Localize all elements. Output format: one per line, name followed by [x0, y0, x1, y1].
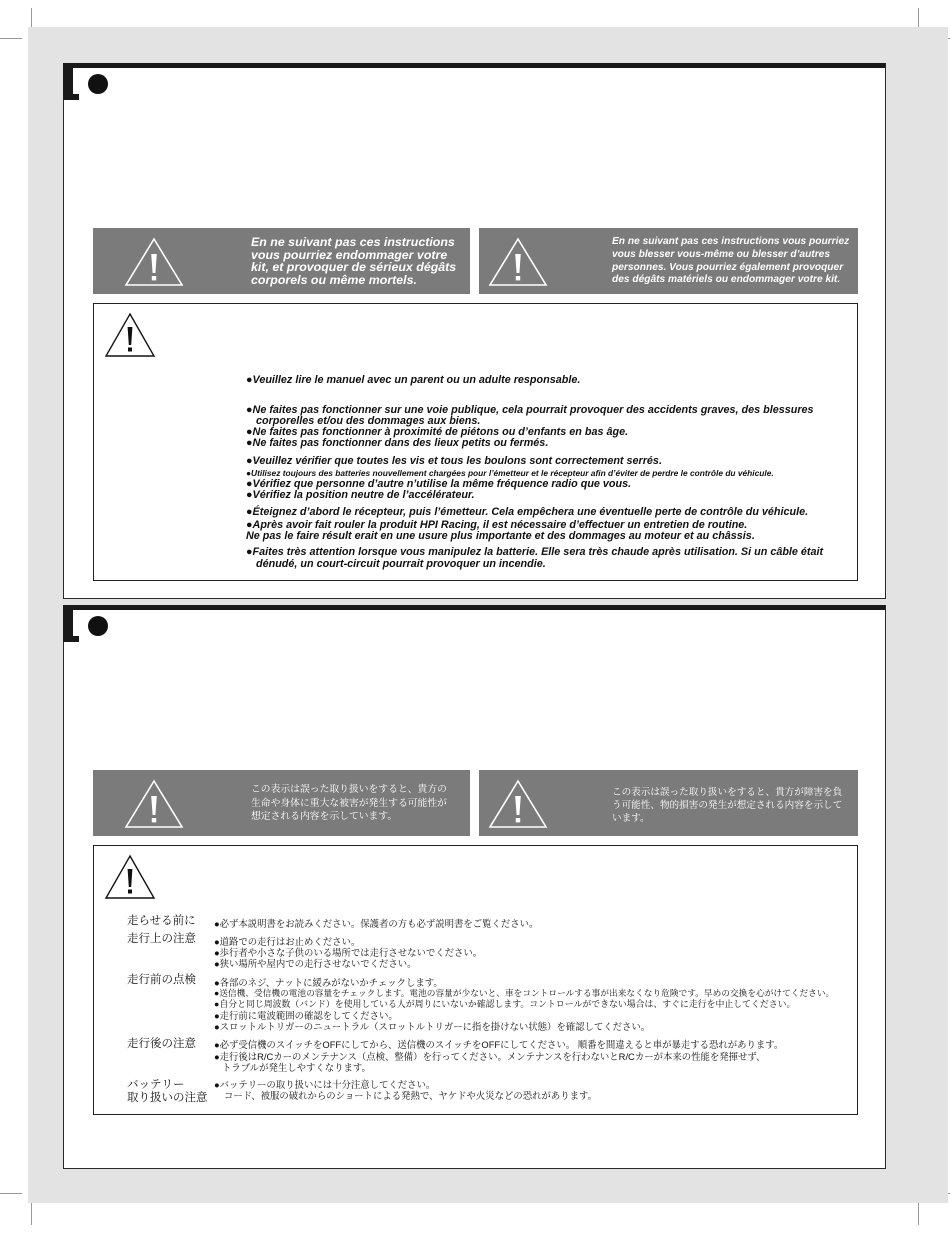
japanese-warning-text-right — [612, 786, 842, 825]
japanese-rules-box — [93, 845, 858, 1115]
rule-item: ●各部のネジ、ナットに緩みがないかチェックします。 — [214, 977, 443, 988]
category-label: 走らせる前に — [127, 915, 196, 927]
rule-item: dénudé, un court-circuit pourrait provoquer un incendie. — [256, 558, 546, 570]
rule-item: ●Après avoir fait rouler la produit HPI Racing, il est nécessaire d’effectuer un entretien de routine. — [246, 519, 748, 531]
crop-mark — [0, 38, 22, 39]
panel-tab-hook — [63, 632, 79, 642]
french-warning-text-right — [612, 236, 849, 287]
rule-item: ●Veuillez vérifier que toutes les vis et tous les boulons sont correctement serrés. — [246, 455, 662, 467]
warning-line: vous pourriez endommager votre — [251, 247, 448, 262]
rule-item: コード、被服の破れからのショートによる発熱で、ヤケドや火災などの恐れがあります。 — [224, 1090, 598, 1101]
rule-item: ●狭い場所や屋内での走行させないでください。 — [214, 958, 417, 969]
warning-line: 想定される内容を示しています。 — [251, 811, 398, 822]
rule-item: ●バッテリーの取り扱いには十分注意してください。 — [214, 1079, 436, 1090]
warning-line: corporels ou même mortels. — [251, 272, 417, 287]
warning-triangle-icon — [104, 854, 156, 900]
rule-item: ●Vérifiez la position neutre de l’accélérateur. — [246, 489, 475, 501]
category-label: 走行後の注意 — [127, 1038, 196, 1050]
rule-item: Ne pas le faire résult erait en une usure plus importante et des dommages au moteur et au châssis. — [246, 530, 755, 542]
rule-item: ●Faites très attention lorsque vous manipulez la batterie. Elle sera très chaude après utilisation. Si un câble était — [246, 546, 824, 558]
warning-line: 生命や身体に重大な被害が発生する可能性が — [251, 797, 447, 809]
rule-item: ●Ne faites pas fonctionner à proximité de piétons ou d’enfants en bas âge. — [246, 426, 629, 438]
rule-item: ●自分と同じ周波数（バンド）を使用している人が周りにいないか確認します。コントロールができない場合は、すぐに走行を中止してください。 — [214, 999, 796, 1009]
rule-item: ●Ne faites pas fonctionner sur une voie publique, cela pourrait provoquer des accidents graves, des blessures — [246, 404, 814, 416]
warning-line: des dégâts matériels ou endommager votre kit. — [612, 274, 841, 286]
rule-item: ●Utilisez toujours des batteries nouvellement chargées pour l’émetteur et le récepteur afin d’éviter de perdre le contrôle du véhicule. — [246, 468, 774, 478]
rule-item: ●スロットルトリガーのニュートラル（スロットルトリガーに指を掛けない状態）を確認してください。 — [214, 1021, 651, 1032]
crop-mark — [918, 1203, 919, 1225]
warning-triangle-icon — [123, 236, 185, 288]
warning-line: この表示は誤った取り扱いをすると、貴方が障害を負 — [612, 787, 843, 798]
rule-item: ●必ず受信機のスイッチをOFFにしてから、送信機のスイッチをOFFにしてください。 順番を間違えると車が暴走する恐れがあります。 — [214, 1039, 784, 1050]
category-label: 取り扱いの注意 — [127, 1092, 208, 1104]
rule-item: ●Veuillez lire le manuel avec un parent ou un adulte responsable. — [246, 374, 581, 386]
bullet-dot-icon — [88, 74, 108, 94]
category-label: バッテリー — [127, 1079, 185, 1091]
rule-item: ●歩行者や小さな子供のいる場所では走行させないでください。 — [214, 947, 483, 958]
warning-triangle-icon — [487, 778, 549, 830]
warning-line: う可能性、物的損害の発生が想定される内容を示して — [612, 800, 843, 811]
warning-triangle-icon — [104, 312, 156, 358]
rule-item: ●必ず本説明書をお読みください。保護者の方も必ず説明書をご覧ください。 — [214, 918, 539, 929]
french-warning-text-left — [251, 236, 456, 286]
category-label: 走行前の点検 — [127, 974, 196, 986]
french-warning-box-right — [479, 228, 858, 294]
rule-item: ●送信機、受信機の電池の容量をチェックします。電池の容量が少ないと、車をコントロールする事が出来なくなり危険です。早めの交換を心がけてください。 — [214, 988, 835, 998]
warning-line: この表示は誤った取り扱いをすると、貴方の — [251, 784, 447, 795]
category-label: 走行上の注意 — [127, 933, 196, 945]
french-rules-box — [93, 303, 858, 581]
french-warning-box-left — [93, 228, 470, 294]
rule-item: ●走行前に電波範囲の確認をしてください。 — [214, 1010, 398, 1021]
rule-item: ●Éteignez d’abord le récepteur, puis l’émetteur. Cela empêchera une éventuelle perte de contrôle du véhicule. — [246, 506, 809, 518]
warning-line: います。 — [612, 813, 650, 824]
rule-item: corporelles et/ou des dommages aux biens. — [256, 415, 481, 427]
rule-item: ●Ne faites pas fonctionner dans des lieux petits ou fermés. — [246, 437, 549, 449]
japanese-warning-text-left — [251, 783, 447, 824]
japanese-warning-box-right — [479, 770, 858, 836]
panel-top-bar — [64, 63, 885, 68]
rule-item: ●Vérifiez que personne d’autre n’utilise la même fréquence radio que vous. — [246, 478, 632, 490]
panel-top-bar — [64, 605, 885, 610]
warning-triangle-icon — [123, 778, 185, 830]
japanese-warning-box-left — [93, 770, 470, 836]
panel-tab-hook — [63, 90, 79, 100]
warning-line: personnes. Vous pourriez également provoquer — [612, 261, 844, 273]
rule-item: ●走行後はR/Cカーのメンテナンス（点検、整備）を行ってください。メンテナンスを行わないとR/Cカーが本来の性能を発揮せず、 — [214, 1051, 766, 1062]
crop-mark — [0, 1193, 22, 1194]
warning-line: En ne suivant pas ces instructions vous pourriez — [612, 236, 850, 247]
warning-line: kit, et provoquer de sérieux dégâts — [251, 260, 457, 275]
rule-item: トラブルが発生しやすくなります。 — [222, 1062, 371, 1073]
warning-line: En ne suivant pas ces instructions — [251, 235, 455, 249]
rule-item: ●道路での走行はお止めください。 — [214, 936, 361, 947]
bullet-dot-icon — [88, 616, 108, 636]
warning-line: vous blesser vous-même ou blesser d’autres — [612, 248, 830, 260]
warning-triangle-icon — [487, 236, 549, 288]
crop-mark — [31, 1203, 32, 1225]
